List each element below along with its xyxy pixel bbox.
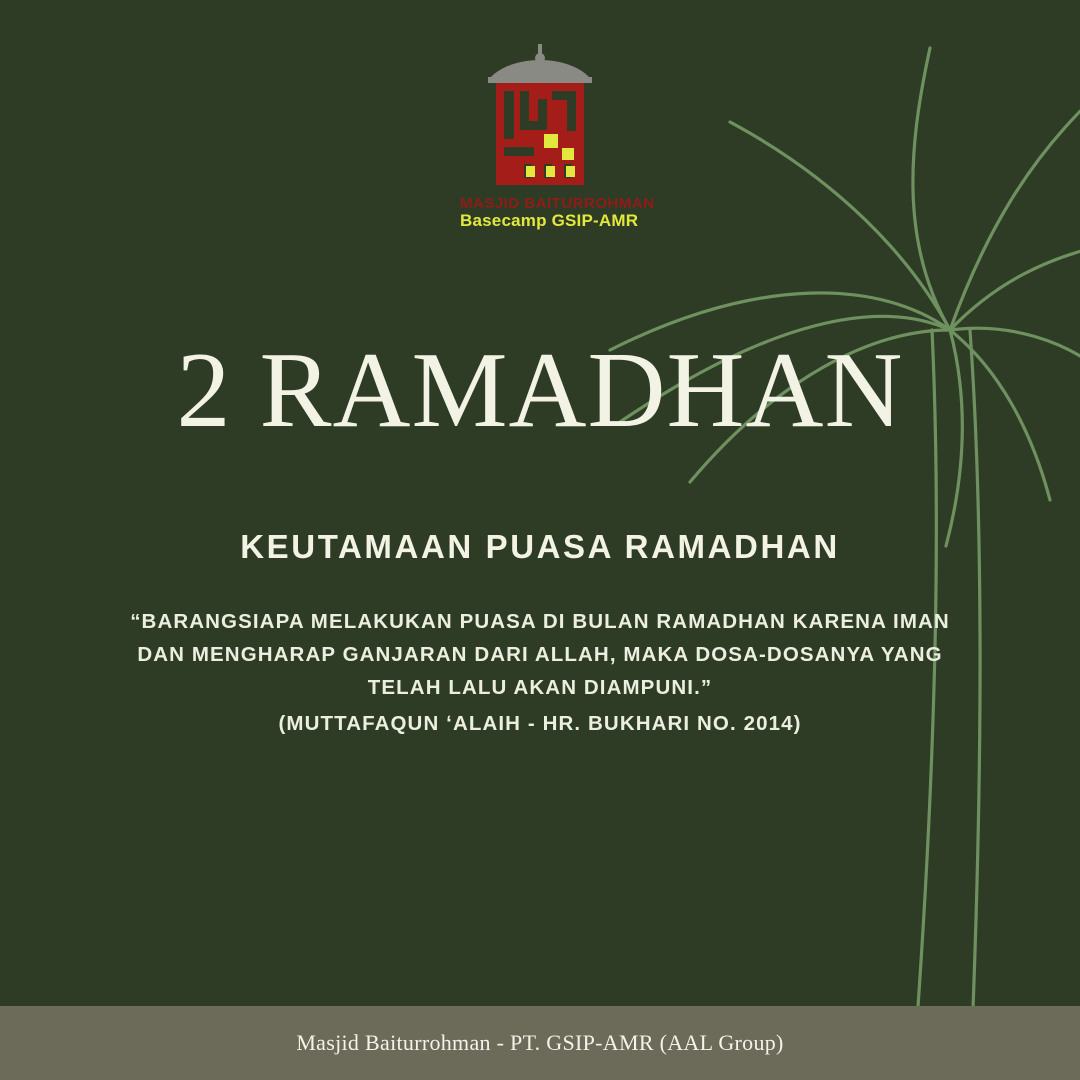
footer-bar (0, 1006, 1080, 1080)
hadith-quote: “BARANGSIAPA MELAKUKAN PUASA DI BULAN RAMADHAN KARENA IMAN DAN MENGHARAP GANJARAN DARI ALLAH, MAKA DOSA-DOSANYA YANG TELAH LALU AKAN DIAMPUNI.” (130, 610, 950, 700)
headline: 2 RAMADHAN (176, 331, 904, 450)
hadith-source: (MUTTAFAQUN ʻALAIH - HR. BUKHARI NO. 2014) (278, 712, 802, 735)
logo-block (460, 44, 655, 230)
logo-container (0, 44, 1080, 231)
logo-line-2: Basecamp GSIP-AMR (460, 210, 639, 230)
masjid-logo-icon (460, 44, 620, 194)
footer-text: Masjid Baiturrohman - PT. GSIP-AMR (AAL Group) (296, 1030, 784, 1055)
logo-line-1: MASJID BAITURROHMAN (460, 195, 655, 212)
subtitle: KEUTAMAAN PUASA RAMADHAN (240, 528, 840, 565)
